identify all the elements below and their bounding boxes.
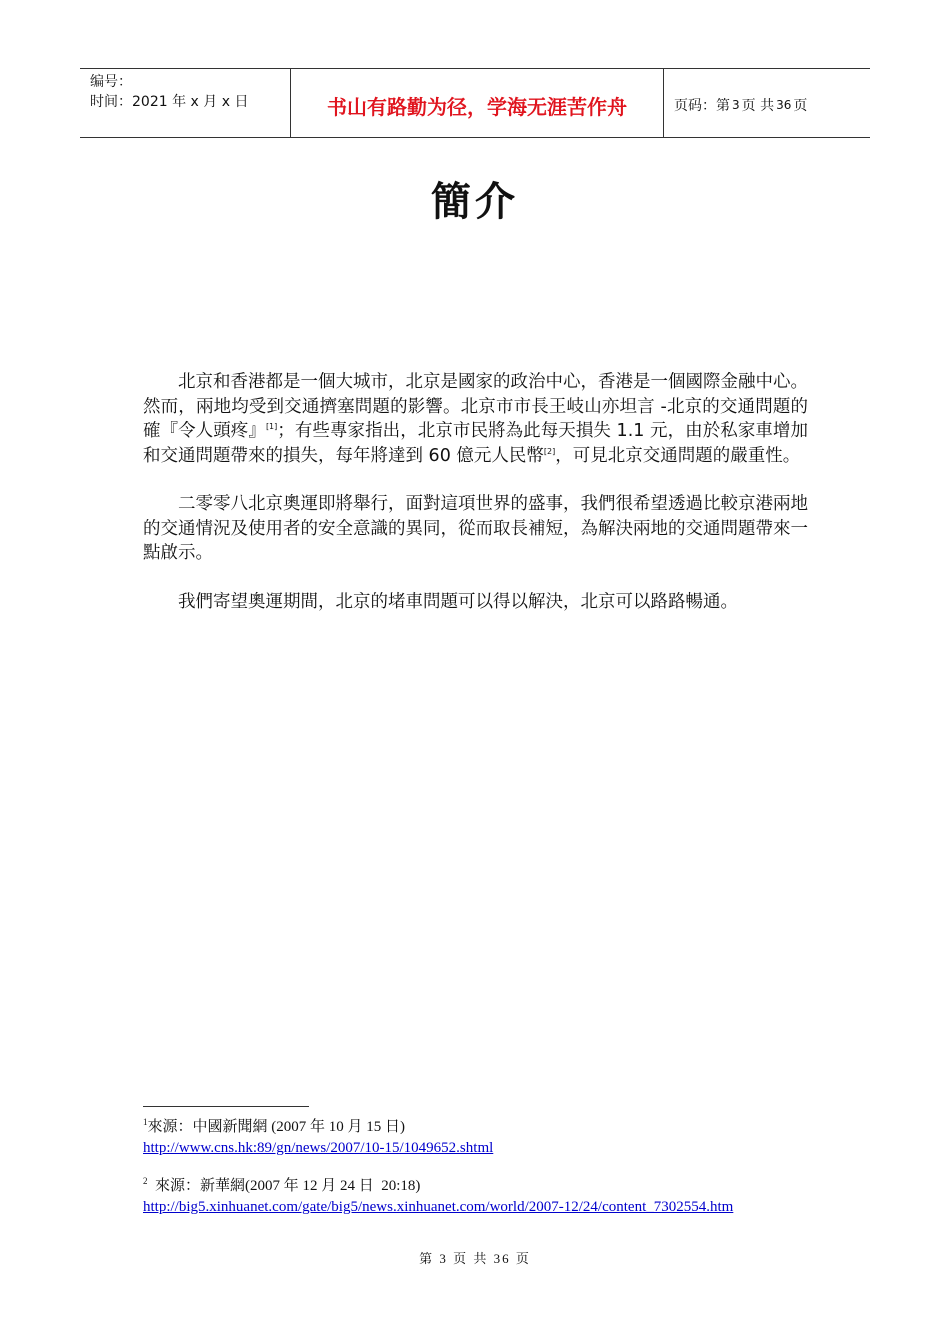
footnote-separator (143, 1106, 309, 1107)
footnote-1-link[interactable]: http://www.cns.hk:89/gn/news/2007/10-15/1049652.shtml (143, 1140, 494, 1156)
page-label-prefix: 页码：第 (674, 98, 730, 114)
header-motto: 书山有路勤为径，学海无涯苦作舟 (291, 69, 664, 137)
paragraph-1-text-a: 北京和香港都是一個大城市，北京是國家的政治中心，香港是一個國際金融中心。然而，兩地均受到交通擠塞問題的影響。北京市市長王岐山亦坦言 -北京的交通問題的確『令人頭疼』 (143, 372, 808, 441)
footnote-1-text: 來源：中國新聞網 (2007 年 10 月 15 日) (147, 1119, 405, 1135)
page-current-number: 3 (732, 98, 740, 112)
page-total-number: 36 (776, 98, 792, 112)
page-label-mid: 页 共 (741, 98, 775, 114)
page-footer: 第 3 页 共 36 页 (419, 1251, 531, 1266)
footnote-ref-1[interactable]: [1] (265, 422, 278, 432)
page-label-suffix: 页 (793, 98, 808, 114)
footnote-2-link[interactable]: http://big5.xinhuanet.com/gate/big5/news.xinhuanet.com/world/2007-12/24/content_7302554.htm (143, 1199, 734, 1215)
footnote-2 (143, 1171, 843, 1218)
document-header (80, 68, 870, 138)
footnote-ref-2[interactable]: [2] (543, 446, 556, 456)
header-meta-cell (80, 69, 291, 137)
footnote-1 (143, 1112, 843, 1159)
body-text (143, 370, 808, 638)
paragraph-2: 二零零八北京奧運即將舉行，面對這項世界的盛事，我們很希望透過比較京港兩地的交通情況及使用者的安全意識的異同，從而取長補短，為解決兩地的交通問題帶來一點啟示。 (143, 494, 808, 563)
footnote-2-marker: 2 (143, 1176, 148, 1186)
paragraph-1-text-b: ；有些專家指出，北京市民將為此每天損失 1.1 元，由於私家車增加和交通問題帶來的損失，每年將達到 60 億元人民幣 (143, 421, 808, 466)
paragraph-3: 我們寄望奧運期間，北京的堵車問題可以得以解決，北京可以路路暢通。 (178, 591, 738, 612)
document-code-label: 编号： (90, 74, 132, 90)
document-date-label: 时间：2021 年 x 月 x 日 (90, 94, 249, 110)
footnote-1-marker: 1 (143, 1117, 148, 1127)
footnote-2-text: 來源：新華網(2007 年 12 月 24 日 20:18) (147, 1178, 421, 1194)
paragraph-1 (143, 370, 808, 468)
page-title: 簡介 (431, 179, 519, 225)
header-page-info (664, 69, 870, 137)
footnotes (143, 1112, 843, 1230)
paragraph-1-text-c: ，可見北京交通問題的嚴重性。 (555, 445, 801, 466)
